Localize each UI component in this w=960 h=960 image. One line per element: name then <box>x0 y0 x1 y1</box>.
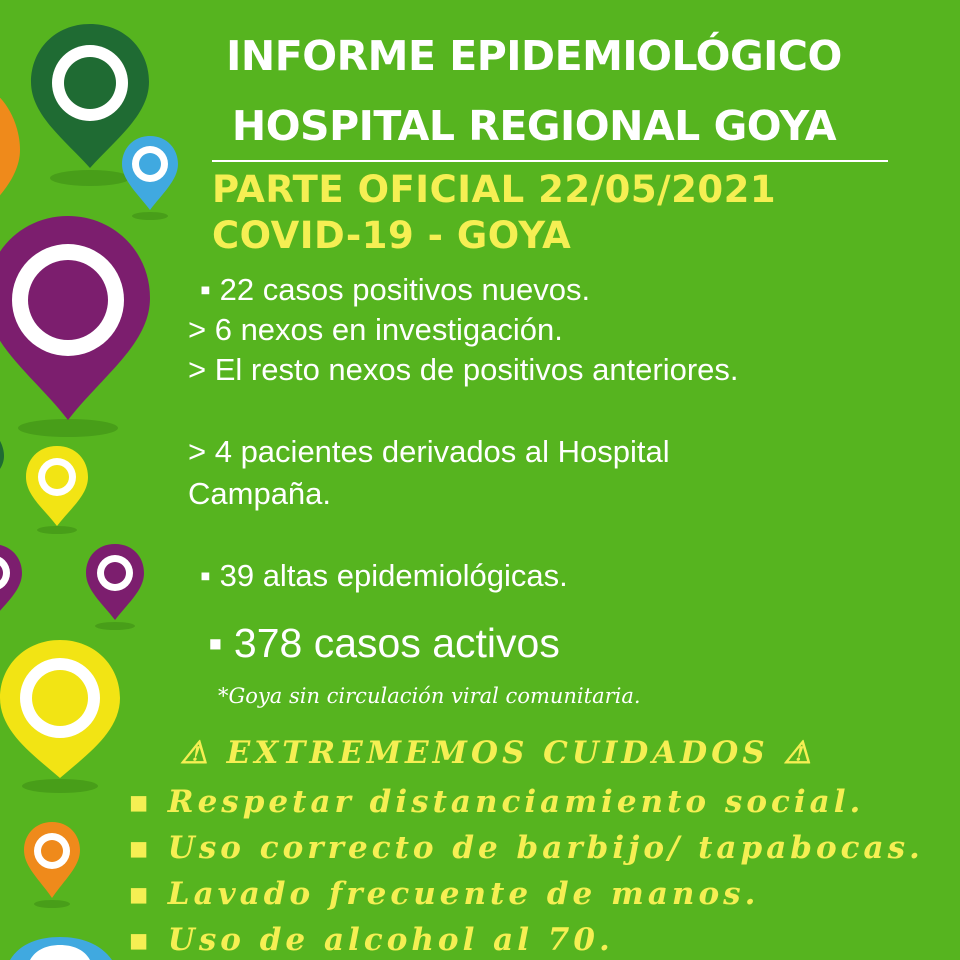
map-pin-icon <box>0 636 130 796</box>
map-pin-icon <box>0 540 27 630</box>
map-pin-icon <box>0 420 10 490</box>
care-item-distance: ▪ Respetar distanciamiento social. <box>128 784 865 820</box>
care-heading: ⚠ EXTREMEMOS CUIDADOS ⚠ <box>180 735 816 771</box>
care-item-alcohol: ▪ Uso de alcohol al 70. <box>128 922 614 958</box>
derived-patients-line: > 4 pacientes derivados al Hospital <box>188 434 670 469</box>
care-item-mask: ▪ Uso correcto de barbijo/ tapabocas. <box>128 830 924 866</box>
report-title-line1: INFORME EPIDEMIOLÓGICO <box>226 32 842 80</box>
community-circulation-note: *Goya sin circulación viral comunitaria. <box>218 684 641 708</box>
derived-patients-line-cont: Campaña. <box>188 476 332 511</box>
title-divider <box>212 160 888 162</box>
report-subtitle-location: COVID-19 - GOYA <box>212 214 572 257</box>
map-pin-icon <box>82 540 148 632</box>
report-title-line2: HOSPITAL REGIONAL GOYA <box>231 102 837 150</box>
discharges-line: ▪ 39 altas epidemiológicas. <box>200 558 568 593</box>
report-subtitle-date: PARTE OFICIAL 22/05/2021 <box>212 168 777 211</box>
map-pin-icon <box>0 935 130 960</box>
previous-links-line: > El resto nexos de positivos anteriores. <box>188 352 739 387</box>
map-pin-icon <box>0 210 170 440</box>
new-cases-line: ▪ 22 casos positivos nuevos. <box>200 272 591 307</box>
care-item-handwash: ▪ Lavado frecuente de manos. <box>128 876 760 912</box>
map-pin-icon <box>22 442 92 537</box>
active-cases-line: ▪ 378 casos activos <box>208 620 560 666</box>
map-pin-icon <box>20 818 84 910</box>
investigation-links-line: > 6 nexos en investigación. <box>188 312 563 347</box>
